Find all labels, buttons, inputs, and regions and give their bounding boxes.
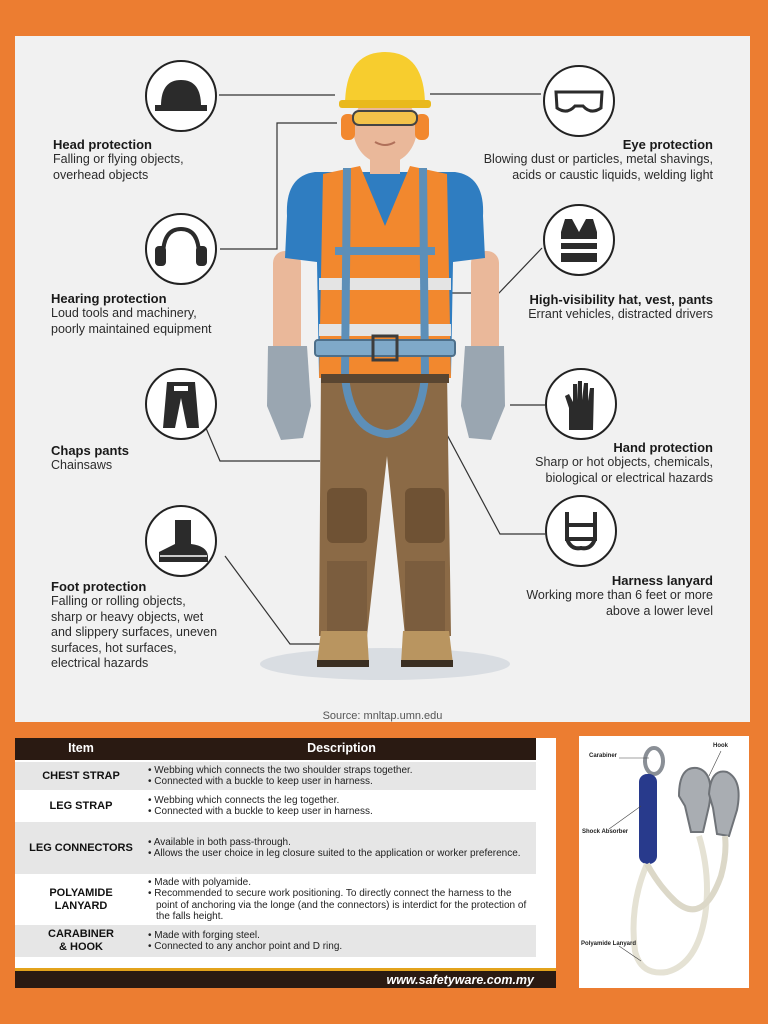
row-desc	[147, 925, 532, 957]
label-polyamide-lanyard: Polyamide Lanyard	[581, 941, 637, 947]
ppe-label-chaps	[51, 443, 129, 474]
row-item-line: LANYARD	[54, 899, 108, 912]
ppe-desc-line: biological or electrical hazards	[545, 470, 713, 485]
ppe-title: Eye protection	[622, 137, 713, 152]
row-desc-line: • Connected to any anchor point and D ring.	[148, 941, 343, 952]
label-carabiner: Carabiner	[589, 753, 618, 759]
label-shock-absorber: Shock Absorber	[582, 829, 629, 835]
lanyard-illustration	[579, 736, 749, 988]
earmuffs-icon	[146, 214, 216, 284]
ppe-label-head	[53, 137, 184, 183]
gloves-icon	[546, 369, 616, 439]
table-footer	[15, 968, 556, 988]
row-item-line: & HOOK	[59, 941, 103, 953]
row-item-line: CARABINER	[48, 928, 114, 940]
table-row	[15, 925, 536, 957]
ppe-desc-line: electrical hazards	[51, 656, 149, 670]
ppe-infographic	[15, 36, 750, 722]
lanyard-photo	[579, 736, 749, 988]
row-desc-line: • Allows the user choice in leg closure suited to the application or worker preference.	[148, 848, 521, 859]
ppe-desc-line: Blowing dust or particles, metal shavings,	[483, 152, 713, 166]
row-desc	[147, 791, 532, 821]
work-boot-icon	[146, 506, 216, 576]
chaps-pants-icon	[146, 369, 216, 439]
ppe-desc-line: Working more than 6 feet or more	[526, 588, 713, 602]
row-item-line: POLYAMIDE	[49, 886, 113, 899]
row-desc	[147, 822, 532, 874]
ppe-desc-line: Falling or rolling objects,	[51, 594, 186, 608]
ppe-desc-line: surfaces, hot surfaces,	[51, 640, 177, 655]
ppe-desc-line: Falling or flying objects,	[53, 152, 184, 166]
ppe-desc-line: Chainsaws	[51, 458, 113, 472]
ppe-label-foot	[51, 579, 217, 672]
row-item	[15, 875, 147, 924]
ppe-desc-line: sharp or heavy objects, wet	[51, 609, 204, 624]
footer-url: www.safetyware.com.my	[386, 973, 534, 987]
row-desc-line: • Made with forging steel.	[148, 929, 260, 941]
ppe-title: Chaps pants	[51, 443, 130, 458]
ppe-desc-line: above a lower level	[605, 603, 713, 618]
table-header	[15, 738, 536, 760]
row-desc-line: • Available in both pass-through.	[148, 836, 291, 848]
table-row	[15, 791, 536, 821]
source-caption: Source: mnltap.umn.edu	[322, 710, 443, 722]
ppe-label-eye	[484, 137, 713, 183]
row-item	[15, 762, 147, 790]
ppe-label-hand	[535, 440, 713, 486]
ppe-desc-line: Errant vehicles, distracted drivers	[528, 307, 713, 321]
row-item-line: LEG STRAP	[49, 799, 113, 812]
header-description: Description	[307, 741, 376, 755]
ppe-title: Hearing protection	[51, 291, 167, 306]
row-desc-line: • Webbing which connects the leg together.	[148, 794, 340, 806]
ppe-desc-line: Loud tools and machinery,	[51, 306, 197, 320]
ppe-title: Hand protection	[613, 440, 713, 455]
header-item: Item	[68, 741, 94, 755]
row-desc-line: • Made with polyamide.	[148, 876, 251, 888]
harness-icon	[546, 496, 616, 566]
ppe-desc-line: and slippery surfaces, uneven	[51, 625, 218, 639]
row-desc-line: • Recommended to secure work positioning. To directly connect the harness to the point of anchoring via the longe (and the connectors) is interdict for the protection of the falls height.	[148, 888, 527, 922]
row-desc-line: • Connected with a buckle to keep user in harness.	[148, 806, 373, 817]
harness-parts-table	[15, 738, 556, 988]
table-row	[15, 762, 536, 790]
safety-goggles-icon	[544, 66, 614, 136]
table-row	[15, 822, 536, 874]
row-desc-line: • Connected with a buckle to keep user in harness.	[148, 776, 373, 787]
row-desc	[147, 762, 532, 790]
row-desc	[147, 875, 532, 924]
ppe-desc-line: Sharp or hot objects, chemicals,	[535, 455, 713, 469]
ppe-desc-line: overhead objects	[53, 167, 149, 182]
row-item-line: CHEST STRAP	[42, 769, 120, 782]
ppe-desc-line: poorly maintained equipment	[51, 321, 212, 336]
hi-vis-vest-icon	[544, 205, 614, 275]
row-item-line: LEG CONNECTORS	[29, 841, 133, 854]
row-item	[15, 822, 147, 874]
ppe-label-hivis	[528, 292, 713, 323]
row-item	[15, 791, 147, 821]
row-desc-line: • Webbing which connects the two shoulder straps together.	[148, 764, 413, 776]
ppe-title: Head protection	[53, 137, 152, 152]
table-row	[15, 875, 536, 924]
ppe-desc-line: acids or caustic liquids, welding light	[512, 167, 713, 182]
worker-figure	[267, 52, 505, 667]
ppe-label-harness	[526, 573, 713, 619]
ppe-title: High-visibility hat, vest, pants	[529, 292, 713, 307]
row-item	[15, 925, 147, 957]
ppe-label-hearing	[51, 291, 212, 337]
ppe-title: Harness lanyard	[611, 573, 713, 588]
label-hook: Hook	[713, 743, 728, 749]
ppe-title: Foot protection	[51, 579, 147, 594]
hard-hat-icon	[146, 61, 216, 131]
